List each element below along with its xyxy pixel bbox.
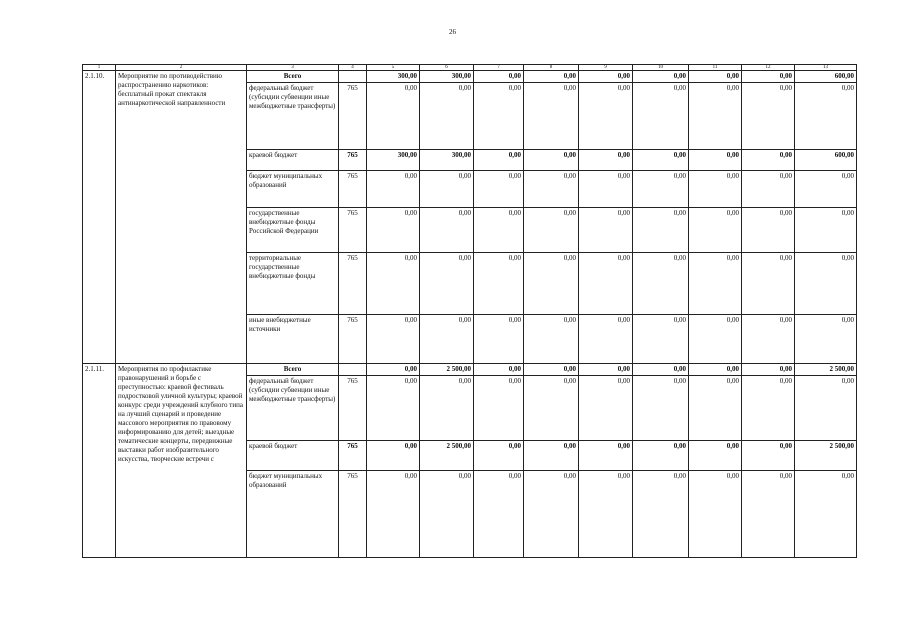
amount-cell: 0,00 bbox=[795, 171, 857, 208]
amount-cell: 0,00 bbox=[795, 315, 857, 364]
amount-cell: 0,00 bbox=[579, 83, 633, 150]
budget-code: 765 bbox=[339, 471, 367, 558]
amount-cell: 0,00 bbox=[524, 83, 579, 150]
amount-cell: 0,00 bbox=[633, 315, 689, 364]
amount-cell: 0,00 bbox=[420, 208, 474, 253]
amount-cell: 0,00 bbox=[795, 208, 857, 253]
amount-cell: 0,00 bbox=[524, 253, 579, 315]
table-body bbox=[83, 65, 857, 558]
amount-cell: 0,00 bbox=[367, 171, 420, 208]
amount-cell: 0,00 bbox=[367, 315, 420, 364]
funding-source: территориальные государственные внебюджетные фонды bbox=[247, 253, 339, 315]
amount-cell: 300,00 bbox=[420, 71, 474, 83]
amount-cell: 0,00 bbox=[579, 441, 633, 471]
column-header: 10 bbox=[633, 65, 689, 71]
funding-source: государственные внебюджетные фонды Российской Федерации bbox=[247, 208, 339, 253]
amount-cell: 0,00 bbox=[474, 441, 524, 471]
amount-cell: 0,00 bbox=[689, 471, 742, 558]
amount-cell: 0,00 bbox=[742, 441, 795, 471]
amount-cell: 0,00 bbox=[524, 471, 579, 558]
amount-cell: 2 500,00 bbox=[420, 364, 474, 376]
budget-code: 765 bbox=[339, 441, 367, 471]
section-total-row bbox=[83, 71, 857, 83]
section-total-row bbox=[83, 364, 857, 376]
column-header: 1 bbox=[83, 65, 116, 71]
column-header: 8 bbox=[524, 65, 579, 71]
amount-cell: 0,00 bbox=[795, 471, 857, 558]
amount-cell: 0,00 bbox=[689, 253, 742, 315]
amount-cell: 0,00 bbox=[474, 83, 524, 150]
budget-table bbox=[82, 64, 857, 558]
amount-cell: 0,00 bbox=[579, 376, 633, 441]
amount-cell: 0,00 bbox=[633, 171, 689, 208]
amount-cell: 0,00 bbox=[689, 376, 742, 441]
amount-cell: 0,00 bbox=[474, 471, 524, 558]
amount-cell: 300,00 bbox=[420, 150, 474, 171]
budget-code: 765 bbox=[339, 171, 367, 208]
amount-cell: 0,00 bbox=[524, 364, 579, 376]
amount-cell: 0,00 bbox=[524, 208, 579, 253]
amount-cell: 0,00 bbox=[742, 71, 795, 83]
amount-cell: 0,00 bbox=[742, 253, 795, 315]
amount-cell: 0,00 bbox=[579, 315, 633, 364]
amount-cell: 0,00 bbox=[795, 253, 857, 315]
column-header: 12 bbox=[742, 65, 795, 71]
amount-cell: 0,00 bbox=[689, 150, 742, 171]
amount-cell: 0,00 bbox=[633, 150, 689, 171]
funding-source: краевой бюджет bbox=[247, 150, 339, 171]
amount-cell: 2 500,00 bbox=[795, 441, 857, 471]
funding-source: Всего bbox=[247, 71, 339, 83]
amount-cell: 0,00 bbox=[633, 208, 689, 253]
amount-cell: 0,00 bbox=[524, 376, 579, 441]
amount-cell: 0,00 bbox=[367, 471, 420, 558]
amount-cell: 0,00 bbox=[420, 171, 474, 208]
amount-cell: 0,00 bbox=[579, 364, 633, 376]
amount-cell: 0,00 bbox=[367, 83, 420, 150]
amount-cell: 0,00 bbox=[795, 376, 857, 441]
amount-cell: 0,00 bbox=[420, 253, 474, 315]
amount-cell: 0,00 bbox=[420, 471, 474, 558]
amount-cell: 0,00 bbox=[367, 253, 420, 315]
amount-cell: 0,00 bbox=[474, 253, 524, 315]
amount-cell: 0,00 bbox=[689, 171, 742, 208]
amount-cell: 0,00 bbox=[689, 441, 742, 471]
amount-cell: 0,00 bbox=[474, 315, 524, 364]
amount-cell: 0,00 bbox=[742, 315, 795, 364]
amount-cell: 0,00 bbox=[742, 171, 795, 208]
amount-cell: 0,00 bbox=[420, 315, 474, 364]
amount-cell: 0,00 bbox=[742, 208, 795, 253]
amount-cell: 0,00 bbox=[633, 71, 689, 83]
column-header: 6 bbox=[420, 65, 474, 71]
funding-source: федеральный бюджет (субсидии субвенции иные межбюджетные трансферты) bbox=[247, 376, 339, 441]
amount-cell: 600,00 bbox=[795, 71, 857, 83]
amount-cell: 0,00 bbox=[579, 171, 633, 208]
amount-cell: 0,00 bbox=[633, 253, 689, 315]
amount-cell: 0,00 bbox=[742, 376, 795, 441]
amount-cell: 300,00 bbox=[367, 150, 420, 171]
budget-code: 765 bbox=[339, 376, 367, 441]
funding-source: краевой бюджет bbox=[247, 441, 339, 471]
budget-code: 765 bbox=[339, 150, 367, 171]
column-header: 5 bbox=[367, 65, 420, 71]
amount-cell: 0,00 bbox=[524, 441, 579, 471]
amount-cell: 0,00 bbox=[795, 83, 857, 150]
amount-cell: 0,00 bbox=[633, 441, 689, 471]
amount-cell: 0,00 bbox=[367, 364, 420, 376]
funding-source: бюджет муниципальных образований bbox=[247, 471, 339, 558]
amount-cell: 0,00 bbox=[474, 364, 524, 376]
amount-cell: 0,00 bbox=[633, 471, 689, 558]
amount-cell: 0,00 bbox=[689, 71, 742, 83]
amount-cell: 0,00 bbox=[474, 150, 524, 171]
budget-code: 765 bbox=[339, 315, 367, 364]
amount-cell: 0,00 bbox=[474, 171, 524, 208]
column-header: 13 bbox=[795, 65, 857, 71]
budget-code: 765 bbox=[339, 253, 367, 315]
amount-cell: 0,00 bbox=[524, 171, 579, 208]
amount-cell: 2 500,00 bbox=[795, 364, 857, 376]
page-number: 26 bbox=[449, 28, 456, 36]
amount-cell: 0,00 bbox=[742, 471, 795, 558]
amount-cell: 0,00 bbox=[474, 71, 524, 83]
amount-cell: 600,00 bbox=[795, 150, 857, 171]
amount-cell: 0,00 bbox=[367, 208, 420, 253]
funding-source: иные внебюджетные источники bbox=[247, 315, 339, 364]
amount-cell: 0,00 bbox=[420, 83, 474, 150]
item-description: Мероприятия по профилактике правонарушений и борьбе с преступностью: краевой фестиваль подростковой уличной культуры; краевой конкурс среди учреждений клубного типа на лучший сценарий и проведение массового мероприятия по правовому информированию для детей; выездные тематические концерты, передвижные выставки работ изобразительного искусства, творческие встречи с bbox=[116, 364, 247, 558]
column-header: 2 bbox=[116, 65, 247, 71]
amount-cell: 0,00 bbox=[579, 471, 633, 558]
funding-source: федеральный бюджет (субсидии субвенции иные межбюджетные трансферты) bbox=[247, 83, 339, 150]
amount-cell: 0,00 bbox=[579, 253, 633, 315]
budget-code: 765 bbox=[339, 83, 367, 150]
budget-code: 765 bbox=[339, 208, 367, 253]
budget-code bbox=[339, 71, 367, 83]
amount-cell: 0,00 bbox=[633, 376, 689, 441]
budget-code bbox=[339, 364, 367, 376]
amount-cell: 0,00 bbox=[633, 83, 689, 150]
column-header: 3 bbox=[247, 65, 339, 71]
amount-cell: 0,00 bbox=[689, 208, 742, 253]
column-header: 9 bbox=[579, 65, 633, 71]
amount-cell: 0,00 bbox=[524, 71, 579, 83]
amount-cell: 2 500,00 bbox=[420, 441, 474, 471]
column-header: 4 bbox=[339, 65, 367, 71]
amount-cell: 0,00 bbox=[689, 364, 742, 376]
funding-source: Всего bbox=[247, 364, 339, 376]
amount-cell: 300,00 bbox=[367, 71, 420, 83]
amount-cell: 0,00 bbox=[689, 315, 742, 364]
funding-source: бюджет муниципальных образований bbox=[247, 171, 339, 208]
amount-cell: 0,00 bbox=[367, 376, 420, 441]
amount-cell: 0,00 bbox=[579, 150, 633, 171]
amount-cell: 0,00 bbox=[524, 315, 579, 364]
item-description: Мероприятие по противодействию распространению наркотиков: бесплатный прокат спектакля антинаркотической направленности bbox=[116, 71, 247, 364]
amount-cell: 0,00 bbox=[579, 208, 633, 253]
item-id: 2.1.11. bbox=[83, 364, 116, 558]
amount-cell: 0,00 bbox=[689, 83, 742, 150]
amount-cell: 0,00 bbox=[524, 150, 579, 171]
amount-cell: 0,00 bbox=[474, 376, 524, 441]
amount-cell: 0,00 bbox=[474, 208, 524, 253]
amount-cell: 0,00 bbox=[633, 364, 689, 376]
amount-cell: 0,00 bbox=[367, 441, 420, 471]
amount-cell: 0,00 bbox=[742, 364, 795, 376]
item-id: 2.1.10. bbox=[83, 71, 116, 364]
amount-cell: 0,00 bbox=[742, 83, 795, 150]
column-header: 7 bbox=[474, 65, 524, 71]
amount-cell: 0,00 bbox=[579, 71, 633, 83]
column-header: 11 bbox=[689, 65, 742, 71]
amount-cell: 0,00 bbox=[742, 150, 795, 171]
amount-cell: 0,00 bbox=[420, 376, 474, 441]
